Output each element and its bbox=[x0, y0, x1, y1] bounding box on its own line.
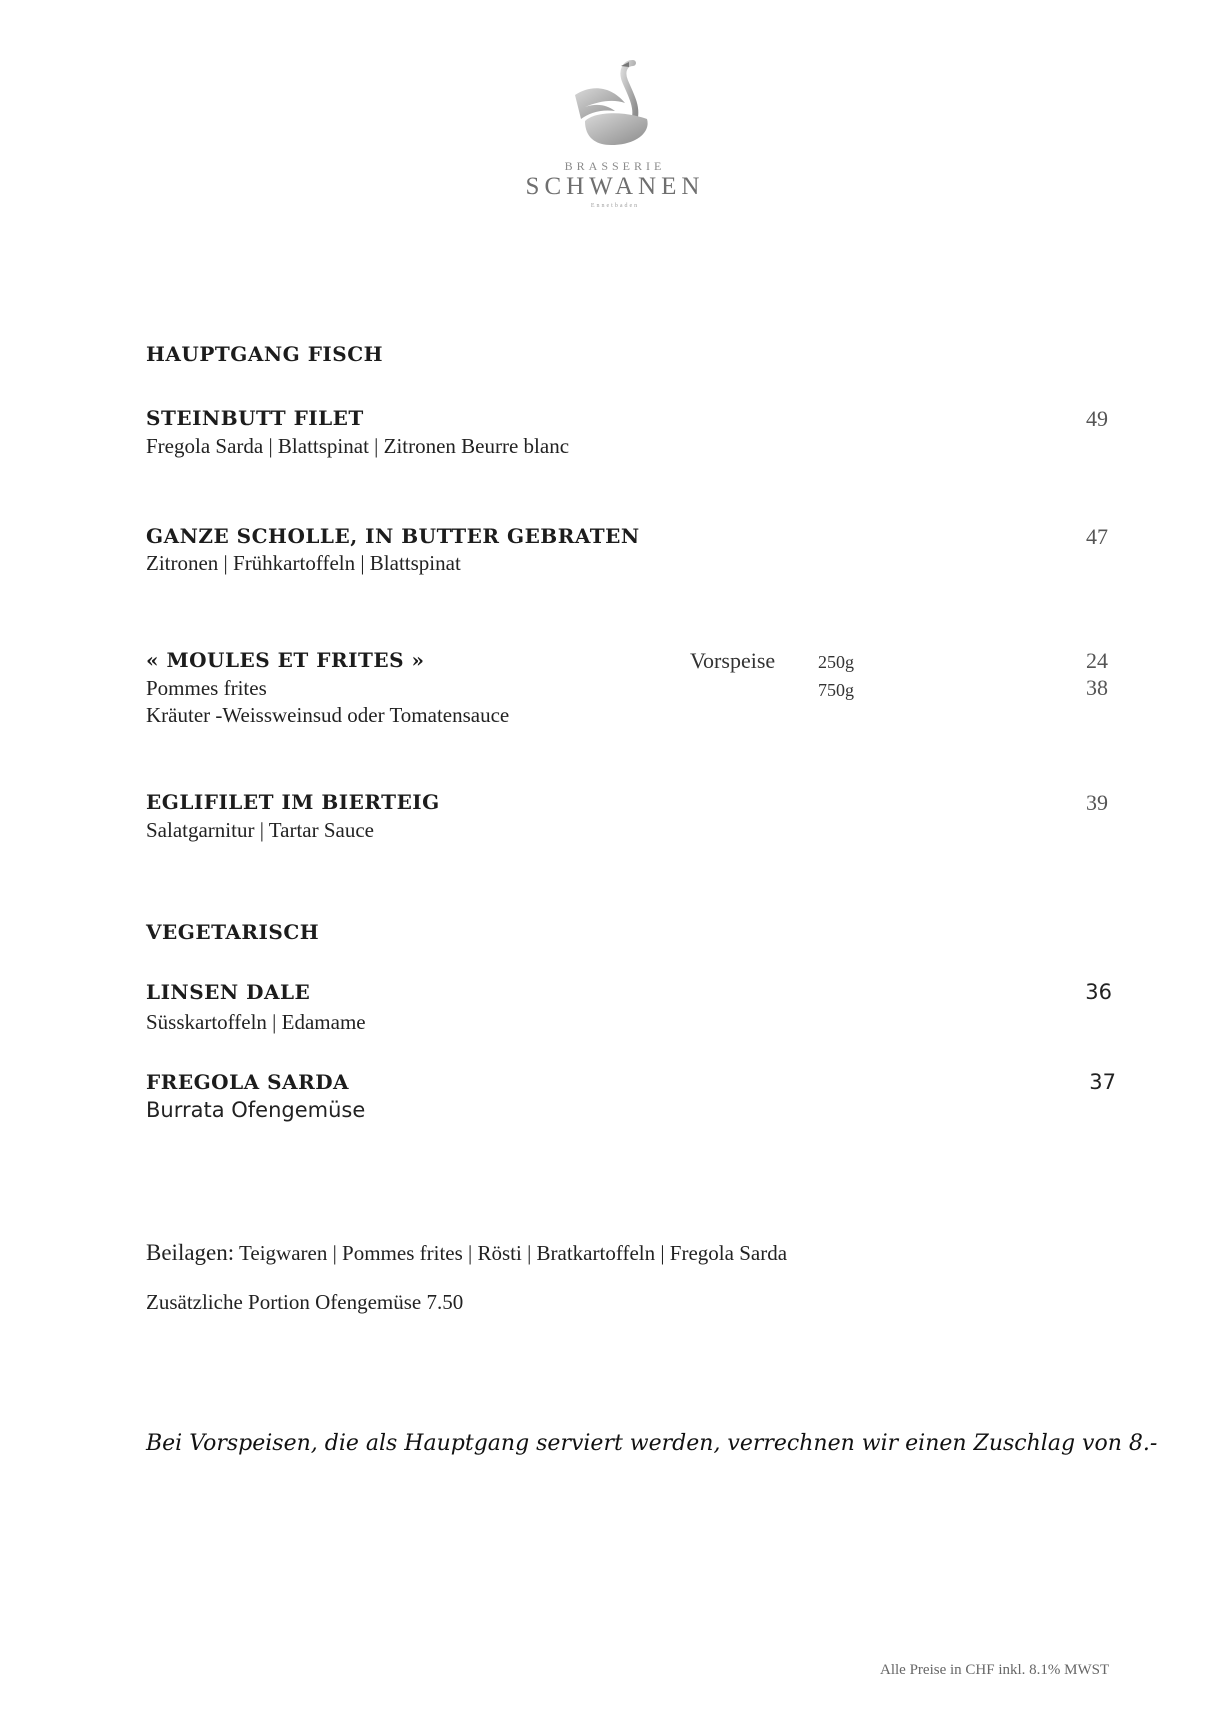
section-heading-vegetarian: VEGETARISCH bbox=[146, 920, 320, 944]
portion-size: 250g bbox=[818, 652, 854, 672]
brand-logo bbox=[520, 55, 710, 215]
portion-size: 750g bbox=[818, 680, 854, 700]
variant-label: Vorspeise bbox=[690, 648, 776, 673]
dish-price: 39 bbox=[1086, 790, 1108, 815]
sides-label: Beilagen: bbox=[146, 1240, 235, 1265]
dish-description: Fregola Sarda | Blattspinat | Zitronen Beurre blanc bbox=[146, 434, 570, 458]
logo-schwanen: SCHWANEN bbox=[525, 173, 705, 200]
section-heading-fish: HAUPTGANG FISCH bbox=[146, 342, 384, 366]
dish-description: Burrata Ofengemüse bbox=[146, 1098, 366, 1122]
swan-icon bbox=[555, 55, 675, 155]
dish-description: Süsskartoffeln | Edamame bbox=[146, 1010, 366, 1034]
dish-name: GANZE SCHOLLE, IN BUTTER GEBRATEN bbox=[146, 524, 640, 548]
dish-name: LINSEN DALE bbox=[146, 980, 311, 1004]
dish-price: 24 bbox=[1086, 648, 1108, 673]
dish-name: FREGOLA SARDA bbox=[146, 1070, 350, 1094]
dish-description: Kräuter -Weissweinsud oder Tomatensauce bbox=[146, 703, 510, 727]
surcharge-note: Bei Vorspeisen, die als Hauptgang serviert werden, verrechnen wir einen Zuschlag von 8.- bbox=[146, 1431, 1158, 1456]
dish-price: 49 bbox=[1086, 406, 1108, 431]
dish-price: 38 bbox=[1086, 675, 1108, 700]
dish-description: Pommes frites bbox=[146, 676, 267, 700]
dish-name: STEINBUTT FILET bbox=[146, 406, 364, 430]
dish-name: EGLIFILET IM BIERTEIG bbox=[146, 790, 440, 814]
logo-brasserie: BRASSERIE bbox=[564, 159, 666, 173]
dish-description: Zitronen | Frühkartoffeln | Blattspinat bbox=[146, 551, 461, 575]
sides-line bbox=[146, 1240, 787, 1266]
dish-name: « MOULES ET FRITES » bbox=[146, 648, 425, 672]
extra-portion: Zusätzliche Portion Ofengemüse 7.50 bbox=[146, 1290, 464, 1314]
logo-location: Ennetbaden bbox=[590, 203, 640, 209]
dish-price: 47 bbox=[1086, 524, 1108, 549]
dish-price: 37 bbox=[1089, 1070, 1116, 1094]
price-footnote: Alle Preise in CHF inkl. 8.1% MWST bbox=[880, 1662, 1110, 1678]
sides-list: Teigwaren | Pommes frites | Rösti | Bratkartoffeln | Fregola Sarda bbox=[234, 1241, 788, 1265]
dish-price: 36 bbox=[1085, 980, 1112, 1004]
dish-description: Salatgarnitur | Tartar Sauce bbox=[146, 818, 375, 842]
